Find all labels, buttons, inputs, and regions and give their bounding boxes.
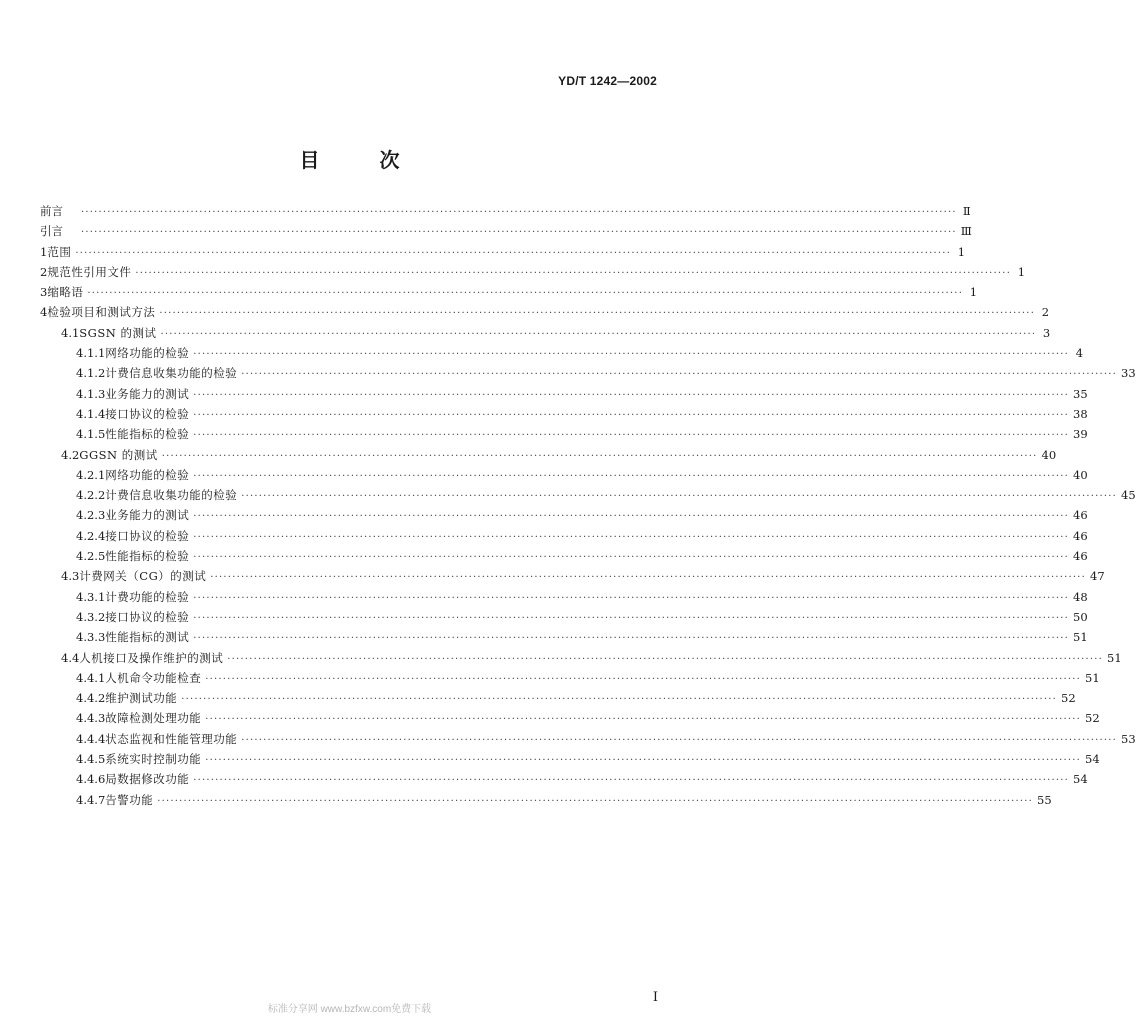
- toc-entry-page: 54: [1073, 772, 1088, 787]
- toc-entry-title: 计费信息收集功能的检验: [105, 366, 238, 381]
- toc-entry-title: 计费信息收集功能的检验: [105, 488, 238, 503]
- toc-leader-dots: ········································································································································································································: [210, 572, 1087, 584]
- toc-leader-dots: ········································································································································································································: [205, 714, 1082, 726]
- toc-entry[interactable]: [40, 284, 978, 304]
- toc-entry-title: 计费网关（CG）的测试: [79, 569, 207, 584]
- toc-leader-dots: ········································································································································································································: [193, 552, 1070, 564]
- toc-title: [0, 144, 699, 173]
- toc-entry-page: 40: [1041, 447, 1057, 462]
- toc-entry-page: 35: [1073, 386, 1088, 401]
- toc-entry-title: 接口协议的检验: [105, 406, 190, 421]
- toc-entry[interactable]: [40, 487, 1136, 507]
- toc-entry-page: 40: [1073, 467, 1088, 482]
- toc-entry-page: 46: [1073, 508, 1088, 523]
- page-number: I: [652, 990, 658, 1005]
- toc-leader-dots: ········································································································································································································: [159, 308, 1036, 320]
- toc-entry-number: 4: [40, 305, 48, 320]
- toc-entry-page: 48: [1073, 589, 1088, 604]
- toc-entry-page: 4: [1075, 346, 1084, 361]
- toc-entry-page: 51: [1085, 670, 1100, 685]
- toc-entry-number: 引: [40, 224, 52, 239]
- toc-entry-number: 4.2.3: [76, 508, 106, 523]
- toc-leader-dots: ········································································································································································································: [160, 328, 1037, 340]
- toc-entry-title: SGSN 的测试: [79, 325, 157, 340]
- toc-leader-dots: ········································································································································································································: [193, 389, 1070, 401]
- toc-entry-page: 46: [1073, 528, 1088, 543]
- toc-entry-title: 人机命令功能检查: [105, 670, 202, 685]
- toc-entry-title: 计费功能的检验: [105, 589, 190, 604]
- toc-entry-page: 39: [1073, 427, 1088, 442]
- toc-entry-page: 2: [1041, 305, 1050, 320]
- toc-entry-title: 维护测试功能: [105, 691, 178, 706]
- toc-entry-page: 51: [1107, 650, 1122, 665]
- toc-entry-page: 51: [1073, 630, 1088, 645]
- toc-entry[interactable]: [40, 670, 1100, 690]
- toc-leader-dots: ········································································································································································································: [81, 227, 957, 239]
- toc-entry-title: 告警功能: [105, 792, 154, 807]
- toc-entry[interactable]: [40, 386, 1088, 406]
- standard-code: YD/T 1242—2002: [558, 74, 657, 88]
- toc-entry[interactable]: [40, 223, 972, 243]
- toc-entry-title: 性能指标的检验: [105, 427, 190, 442]
- toc-entry-title: 故障检测处理功能: [105, 711, 202, 726]
- toc-entry-number: 3: [40, 285, 48, 300]
- toc-entry-number: 1: [40, 244, 48, 259]
- toc-entry-title: 业务能力的测试: [105, 386, 190, 401]
- toc-entry-page: 1: [969, 285, 978, 300]
- toc-entry-number: 前: [40, 204, 52, 218]
- toc-entry-page: 52: [1085, 711, 1100, 726]
- toc-leader-dots: ········································································································································································································: [135, 267, 1012, 279]
- toc-entry-page: 33: [1121, 366, 1136, 381]
- toc-entry-page: 47: [1090, 569, 1105, 584]
- toc-entry-page: 1: [1017, 264, 1026, 279]
- toc-entry-number: 4.2: [61, 447, 80, 462]
- toc-entry-title: 规范性引用文件: [47, 264, 132, 279]
- toc-entry-title: 网络功能的检验: [105, 467, 190, 482]
- toc-entry-title: 性能指标的测试: [105, 630, 190, 645]
- toc-entry-page: Ⅲ: [960, 224, 972, 239]
- toc-entry[interactable]: [40, 507, 1088, 527]
- toc-entry[interactable]: [40, 589, 1088, 609]
- toc-entry[interactable]: [40, 406, 1088, 426]
- toc-entry-title: 缩略语: [47, 285, 84, 300]
- toc-leader-dots: ········································································································································································································: [75, 247, 952, 259]
- toc-entry-number: 2: [40, 264, 48, 279]
- toc-entry-page: 55: [1037, 792, 1052, 807]
- toc-entry-number: 4.4.5: [76, 752, 106, 767]
- toc-entry-number: 4.1.2: [76, 366, 106, 381]
- toc-entry-number: 4.4.1: [76, 670, 106, 685]
- toc-entry[interactable]: [40, 264, 1026, 284]
- toc-title-right: 次: [379, 148, 400, 172]
- toc-leader-dots: ········································································································································································································: [193, 612, 1070, 624]
- table-of-contents: [40, 203, 1136, 812]
- toc-entry-number: 4.3.3: [76, 630, 106, 645]
- toc-entry-number: 4.1.1: [76, 346, 106, 361]
- toc-entry-number: 4.1: [61, 325, 80, 340]
- toc-entry-title: 状态监视和性能管理功能: [105, 731, 238, 746]
- toc-entry-title: 业务能力的测试: [105, 508, 190, 523]
- toc-entry[interactable]: [40, 467, 1088, 487]
- toc-entry-title: 系统实时控制功能: [105, 752, 202, 767]
- toc-entry-number: 4.1.3: [76, 386, 106, 401]
- toc-leader-dots: ········································································································································································································: [87, 288, 964, 300]
- toc-entry-title: GGSN 的测试: [79, 447, 158, 462]
- toc-leader-dots: ········································································································································································································: [193, 633, 1070, 645]
- toc-entry-number: 4.3.2: [76, 609, 106, 624]
- toc-leader-dots: ········································································································································································································: [227, 653, 1104, 665]
- toc-entry-page: 53: [1121, 731, 1136, 746]
- toc-entry-number: 4.1.5: [76, 427, 106, 442]
- toc-entry-page: 52: [1061, 691, 1076, 706]
- toc-leader-dots: ········································································································································································································: [193, 409, 1070, 421]
- toc-entry-page: 46: [1073, 549, 1088, 564]
- toc-entry[interactable]: [40, 731, 1136, 751]
- toc-leader-dots: ········································································································································································································: [241, 369, 1118, 381]
- toc-entry[interactable]: [40, 568, 1105, 588]
- toc-entry-title: 网络功能的检验: [105, 346, 190, 361]
- toc-leader-dots: ········································································································································································································: [193, 430, 1070, 442]
- toc-leader-dots: ········································································································································································································: [193, 775, 1070, 787]
- toc-entry-page: 1: [957, 244, 966, 259]
- toc-leader-dots: ········································································································································································································: [81, 207, 957, 218]
- toc-entry[interactable]: [40, 447, 1057, 467]
- toc-leader-dots: ········································································································································································································: [193, 592, 1070, 604]
- toc-entry-number: 4.4.6: [76, 772, 106, 787]
- toc-entry-number: 4.1.4: [76, 406, 106, 421]
- toc-leader-dots: ········································································································································································································: [161, 450, 1038, 462]
- toc-entry-page: 45: [1121, 488, 1136, 503]
- toc-entry-number: 4.4.7: [76, 792, 106, 807]
- toc-entry-page: 38: [1073, 406, 1088, 421]
- toc-entry-number: 4.2.2: [76, 488, 106, 503]
- toc-entry-number: 4.3.1: [76, 589, 106, 604]
- toc-entry[interactable]: [40, 751, 1100, 771]
- toc-entry[interactable]: [40, 771, 1088, 791]
- toc-entry-title: 言: [51, 224, 77, 239]
- toc-entry[interactable]: [40, 426, 1088, 446]
- toc-entry[interactable]: [40, 710, 1100, 730]
- toc-entry-title: 接口协议的检验: [105, 609, 190, 624]
- toc-entry-title: 人机接口及操作维护的测试: [79, 650, 224, 665]
- toc-entry[interactable]: [40, 244, 966, 264]
- footer-watermark: 标准分享网 www.bzfxw.com免费下载: [267, 1004, 432, 1015]
- toc-entry[interactable]: [40, 528, 1088, 548]
- toc-entry[interactable]: [40, 203, 971, 223]
- toc-entry-number: 4.4.2: [76, 691, 106, 706]
- toc-entry[interactable]: [40, 548, 1088, 568]
- toc-leader-dots: ········································································································································································································: [205, 673, 1082, 685]
- toc-entry[interactable]: [40, 325, 1051, 345]
- toc-entry-number: 4.2.5: [76, 549, 106, 564]
- toc-leader-dots: ········································································································································································································: [193, 349, 1070, 361]
- toc-entry-number: 4.4.3: [76, 711, 106, 726]
- toc-entry-number: 4.3: [61, 569, 80, 584]
- toc-entry[interactable]: [40, 650, 1122, 670]
- toc-entry-page: 3: [1042, 325, 1051, 340]
- toc-entry-page: 50: [1073, 609, 1088, 624]
- toc-entry-title: 局数据修改功能: [105, 772, 190, 787]
- toc-leader-dots: ········································································································································································································: [193, 470, 1070, 482]
- toc-entry[interactable]: [40, 690, 1076, 710]
- toc-entry-title: 范围: [47, 244, 72, 259]
- toc-leader-dots: ········································································································································································································: [241, 491, 1118, 503]
- toc-entry-number: 4.4.4: [76, 731, 106, 746]
- toc-entry[interactable]: [40, 609, 1088, 629]
- toc-entry[interactable]: [40, 792, 1052, 812]
- toc-entry-title: 言: [51, 204, 77, 218]
- toc-entry-page: Ⅱ: [962, 204, 971, 218]
- toc-entry-title: 接口协议的检验: [105, 528, 190, 543]
- toc-entry[interactable]: [40, 304, 1050, 324]
- toc-entry[interactable]: [40, 345, 1084, 365]
- toc-leader-dots: ········································································································································································································: [205, 755, 1082, 767]
- toc-leader-dots: ········································································································································································································: [181, 694, 1058, 706]
- toc-entry-number: 4.2.1: [76, 467, 106, 482]
- toc-leader-dots: ········································································································································································································: [193, 531, 1070, 543]
- toc-entry[interactable]: [40, 629, 1088, 649]
- toc-leader-dots: ········································································································································································································: [157, 795, 1034, 807]
- toc-entry-title: 性能指标的检验: [105, 549, 190, 564]
- toc-entry-page: 54: [1085, 752, 1100, 767]
- toc-leader-dots: ········································································································································································································: [241, 734, 1118, 746]
- toc-leader-dots: ········································································································································································································: [193, 511, 1070, 523]
- toc-entry-title: 检验项目和测试方法: [47, 305, 156, 320]
- toc-entry-number: 4.4: [61, 650, 80, 665]
- toc-title-left: 目: [299, 148, 320, 172]
- toc-entry-number: 4.2.4: [76, 528, 106, 543]
- toc-entry[interactable]: [40, 365, 1136, 385]
